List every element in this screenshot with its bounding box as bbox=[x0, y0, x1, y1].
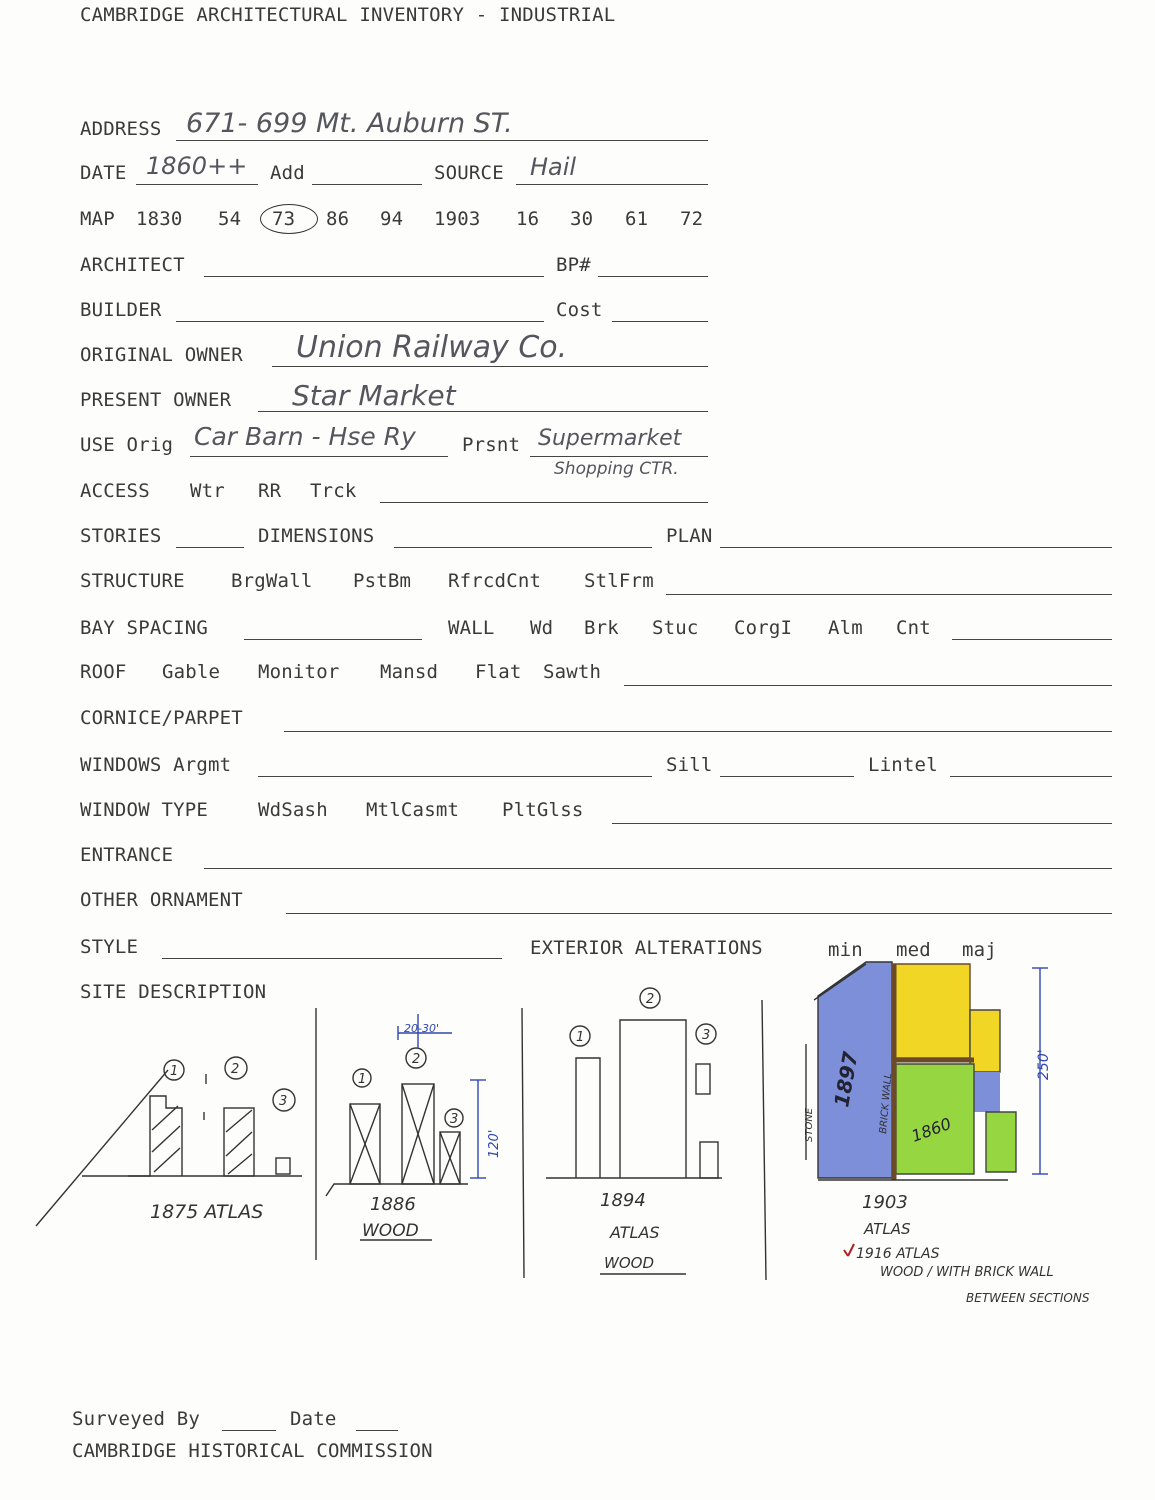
date-value: 1860++ bbox=[146, 152, 248, 180]
sketch-1886-n2: 2 bbox=[412, 1052, 421, 1067]
sketch-1894-n1: 1 bbox=[576, 1030, 585, 1045]
original-owner-value: Union Railway Co. bbox=[296, 330, 568, 365]
roof-gable: Gable bbox=[162, 661, 221, 683]
date-label: DATE bbox=[80, 162, 127, 184]
stories-label: STORIES bbox=[80, 525, 162, 547]
sketch-1894-n2: 2 bbox=[646, 992, 655, 1007]
map-label: MAP bbox=[80, 208, 115, 230]
map-year-94: 94 bbox=[380, 208, 404, 230]
roof-sawth: Sawth bbox=[543, 661, 602, 683]
structure-rfrcdcnt: RfrcdCnt bbox=[448, 570, 542, 592]
map-year-54: 54 bbox=[218, 208, 242, 230]
sketch-1903 bbox=[806, 962, 1048, 1256]
entrance-label: ENTRANCE bbox=[80, 844, 174, 866]
map-year-86: 86 bbox=[326, 208, 350, 230]
sketch-1886-caption-1: 1886 bbox=[370, 1194, 416, 1215]
sketch-1886-dim-side: 120' bbox=[487, 1129, 502, 1158]
window-type-wdsash: WdSash bbox=[258, 799, 328, 821]
style-label: STYLE bbox=[80, 936, 139, 958]
use-present-label: Prsnt bbox=[462, 434, 521, 456]
cost-label: Cost bbox=[556, 299, 603, 321]
window-type-pltglss: PltGlss bbox=[502, 799, 584, 821]
sketch-1903-year-b: 1860 bbox=[908, 1113, 954, 1146]
wall-wd: Wd bbox=[530, 617, 554, 639]
structure-label: STRUCTURE bbox=[80, 570, 185, 592]
sketch-1875-n2: 2 bbox=[231, 1062, 240, 1077]
access-label: ACCESS bbox=[80, 480, 150, 502]
sketch-1875-labels bbox=[150, 1062, 287, 1223]
sketch-1903-caption-2: ATLAS bbox=[864, 1220, 911, 1238]
surveyed-by-line bbox=[222, 1430, 276, 1431]
form-header: CAMBRIDGE ARCHITECTURAL INVENTORY - INDUSTRIAL bbox=[80, 4, 616, 26]
sketch-1903-caption-3: 1916 ATLAS bbox=[856, 1246, 940, 1262]
sketch-1903-caption-1: 1903 bbox=[862, 1192, 908, 1213]
window-type-mtlcasmt: MtlCasmt bbox=[366, 799, 460, 821]
structure-stlfrm: StlFrm bbox=[584, 570, 654, 592]
architect-label: ARCHITECT bbox=[80, 254, 185, 276]
wall-alm: Alm bbox=[828, 617, 863, 639]
sketch-1894-caption-2: ATLAS bbox=[610, 1223, 660, 1242]
sketch-1903-year-a: 1897 bbox=[829, 1049, 863, 1109]
map-year-30: 30 bbox=[570, 208, 594, 230]
map-year-61: 61 bbox=[625, 208, 649, 230]
alteration-maj: maj bbox=[962, 939, 997, 961]
windows-label: WINDOWS Argmt bbox=[80, 754, 232, 776]
wall-label: WALL bbox=[448, 617, 495, 639]
surveyed-by-label: Surveyed By bbox=[72, 1408, 201, 1430]
lintel-label: Lintel bbox=[868, 754, 938, 776]
source-label: SOURCE bbox=[434, 162, 504, 184]
alteration-med: med bbox=[896, 939, 931, 961]
plan-label: PLAN bbox=[666, 525, 713, 547]
sketch-1894-labels bbox=[576, 992, 710, 1272]
source-value: Hail bbox=[530, 153, 577, 181]
survey-date-label: Date bbox=[290, 1408, 337, 1430]
sketch-1875-n3: 3 bbox=[279, 1094, 288, 1109]
sketch-divider-3 bbox=[762, 1000, 766, 1280]
sill-label: Sill bbox=[666, 754, 713, 776]
access-wtr: Wtr bbox=[190, 480, 225, 502]
access-trck: Trck bbox=[310, 480, 357, 502]
roof-monitor: Monitor bbox=[258, 661, 340, 683]
address-label: ADDRESS bbox=[80, 118, 162, 140]
sketch-1903-caption-4: WOOD / WITH BRICK WALL bbox=[880, 1265, 1054, 1280]
sketch-1903-brick-label: BRICK WALL bbox=[878, 1072, 895, 1135]
sketch-1875-n1: 1 bbox=[170, 1064, 179, 1079]
bay-spacing-label: BAY SPACING bbox=[80, 617, 209, 639]
use-orig-value: Car Barn - Hse Ry bbox=[194, 422, 416, 451]
add-label: Add bbox=[270, 162, 305, 184]
structure-pstbm: PstBm bbox=[353, 570, 412, 592]
sketch-1903-stone-label: STONE bbox=[804, 1107, 815, 1142]
address-value: 671- 699 Mt. Auburn ST. bbox=[186, 108, 513, 139]
sketch-1894-caption-1: 1894 bbox=[600, 1190, 646, 1211]
map-year-73: 73 bbox=[272, 208, 296, 230]
sketch-1886-n1: 1 bbox=[358, 1072, 367, 1087]
window-type-label: WINDOW TYPE bbox=[80, 799, 209, 821]
wall-corgi: CorgI bbox=[734, 617, 793, 639]
wall-cnt: Cnt bbox=[896, 617, 931, 639]
sketch-divider-2 bbox=[522, 1008, 524, 1278]
commission-name: CAMBRIDGE HISTORICAL COMMISSION bbox=[72, 1440, 433, 1462]
present-owner-value: Star Market bbox=[292, 379, 456, 412]
access-rr: RR bbox=[258, 480, 282, 502]
sketch-1894-caption-3: WOOD bbox=[604, 1254, 654, 1272]
sketch-1894-n3: 3 bbox=[702, 1028, 711, 1043]
use-present-value-2: Shopping CTR. bbox=[554, 459, 679, 479]
survey-date-line bbox=[356, 1430, 398, 1431]
sketch-1903-caption-5: BETWEEN SECTIONS bbox=[966, 1291, 1090, 1305]
roof-flat: Flat bbox=[475, 661, 522, 683]
sketch-1886-dim-top: 20-30' bbox=[404, 1022, 439, 1035]
map-year-1830: 1830 bbox=[136, 208, 183, 230]
alterations-label: EXTERIOR ALTERATIONS bbox=[530, 937, 763, 959]
sketch-1886-n3: 3 bbox=[450, 1112, 459, 1127]
sketch-1875-caption: 1875 ATLAS bbox=[150, 1201, 264, 1223]
roof-mansd: Mansd bbox=[380, 661, 439, 683]
cornice-label: CORNICE/PARPET bbox=[80, 707, 243, 729]
wall-stuc: Stuc bbox=[652, 617, 699, 639]
map-year-72: 72 bbox=[680, 208, 704, 230]
present-owner-label: PRESENT OWNER bbox=[80, 389, 232, 411]
other-ornament-label: OTHER ORNAMENT bbox=[80, 889, 243, 911]
dimensions-label: DIMENSIONS bbox=[258, 525, 375, 547]
sketch-1903-dim-side: 250' bbox=[1036, 1049, 1052, 1080]
map-year-16: 16 bbox=[516, 208, 540, 230]
original-owner-label: ORIGINAL OWNER bbox=[80, 344, 243, 366]
use-orig-label: USE Orig bbox=[80, 434, 174, 456]
alteration-min: min bbox=[828, 939, 863, 961]
use-present-value: Supermarket bbox=[538, 426, 682, 451]
builder-label: BUILDER bbox=[80, 299, 162, 321]
structure-brgwall: BrgWall bbox=[231, 570, 313, 592]
wall-brk: Brk bbox=[584, 617, 619, 639]
map-year-1903: 1903 bbox=[434, 208, 481, 230]
site-description-label: SITE DESCRIPTION bbox=[80, 981, 267, 1003]
bp-label: BP# bbox=[556, 254, 591, 276]
sketch-1886-caption-2: WOOD bbox=[362, 1221, 419, 1241]
roof-label: ROOF bbox=[80, 661, 127, 683]
